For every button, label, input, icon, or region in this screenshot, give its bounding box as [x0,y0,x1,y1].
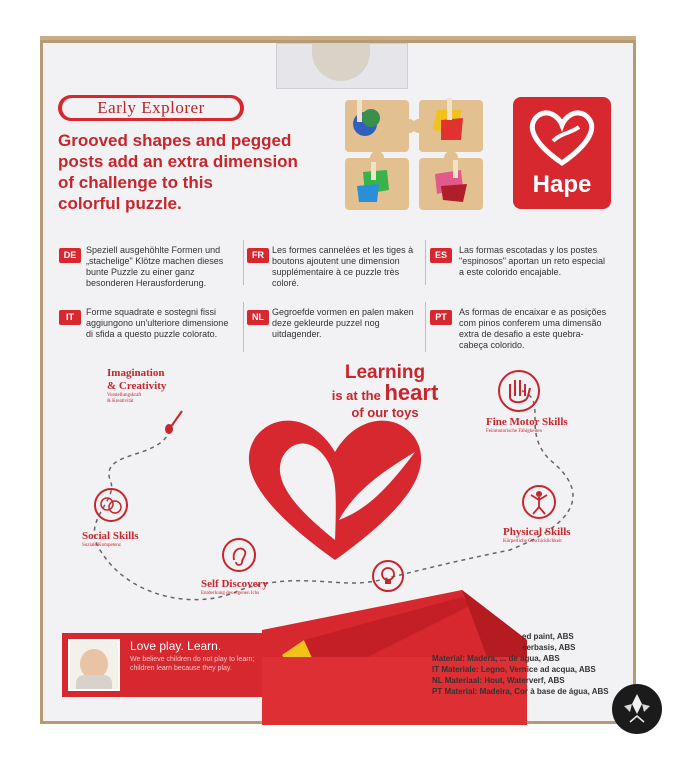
product-image [337,90,497,220]
lang-text-pt: As formas de encaixar e as posições com pinos conferem uma dimensão extra de desafio a este quebra-cabeça colorido. [459,307,607,350]
skill-imagination-sub-2: & Kreativität [107,399,134,404]
paintbrush-icon [160,405,190,435]
skill-physical [503,526,571,545]
love-play-title: Love play. Learn. [130,639,222,653]
learning-line-2a: is at the [331,388,381,403]
divider [243,302,244,352]
material-line-5: NL Materiaal: Hout, Waterverf, ABS [432,676,565,685]
skill-social [82,530,139,549]
lang-badge-fr: FR [247,248,269,263]
lang-text-it: Forme squadrate e sostegni fissi aggiungono un'ulteriore dimensione di sfida a questo puzzle colorato. [86,307,229,339]
learning-line-3: of our toys [351,405,419,420]
skill-social-title: Social Skills [82,530,139,542]
material-line-3: Material: Madera, ... de agua, ABS [432,654,560,663]
lang-badge-es: ES [430,248,452,263]
lang-badge-de: DE [59,248,81,263]
hape-logo [513,97,611,209]
series-badge [58,95,244,121]
skill-imagination [107,367,166,405]
heart-logo-icon [513,103,611,173]
skill-fine-motor [486,416,568,435]
skill-physical-sub: Körperliche Geschicklichkeit [503,539,562,544]
faces-icon [94,488,128,522]
lang-text-fr: Les formes cannelées et les tiges à boutons ajoutent une dimension supplémentaire à ce puzzle très coloré. [272,245,414,288]
divider [243,240,244,285]
divider [425,240,426,285]
skill-imagination-title-2: & Creativity [107,380,167,392]
skill-imagination-title-1: Imagination [107,367,165,379]
child-photo [68,639,120,691]
skill-physical-title: Physical Skills [503,526,571,538]
lang-badge-nl: NL [247,310,269,325]
lang-text-de: Speziell ausgehöhlte Formen und „stachelige" Klötze machen dieses bunte Puzzle zu einer ganz besonderen Herausforderung. [86,245,224,288]
headline-line-3: of challenge to this [58,173,213,192]
learning-line-1: Learning [344,362,426,383]
headline-line-4: colorful puzzle. [58,194,182,213]
material-line-1: ed paint, ABS [522,632,574,641]
skill-self-discovery-title: Self Discovery [201,578,268,590]
skill-self-discovery-sub: Entdeckung des eigenen Ichs [201,591,260,596]
love-play-text: We believe children do not play to learn; children learn because they play. [130,656,255,672]
learning-heart-word: heart [384,380,439,405]
series-label: Early Explorer [62,98,240,118]
skill-imagination-sub-1: Vorstellungskraft [107,393,142,398]
lang-badge-pt: PT [430,310,452,325]
person-icon [522,485,556,519]
skill-fine-motor-title: Fine Motor Skills [486,416,568,428]
skill-self-discovery [201,578,268,597]
ear-icon [222,538,256,572]
lang-text-es: Las formas escotadas y los postes "espinosos" aportan un reto especial a este colorido encajable. [459,245,605,277]
material-line-6: PT Material: Madeira, Cor à base de água, ABS [432,687,609,696]
brand-name: Hape [532,171,592,198]
lang-badge-it: IT [59,310,81,325]
skill-fine-motor-sub: Feinmotorische Fähigkeiten [486,429,542,434]
material-line-4: IT Materiale: Legno, Vernice ad acqua, ABS [432,665,596,674]
headline-line-1: Grooved shapes and pegged [58,131,292,150]
watermark-logo [612,684,662,734]
divider [425,302,426,352]
love-play-panel [62,633,262,697]
material-line-2: serbasis, ABS [522,643,576,652]
lang-text-nl: Gegroefde vormen en palen maken deze gekleurde puzzel nog uitdagender. [272,307,414,339]
headline [58,130,338,214]
hand-icon [498,370,540,412]
headline-line-2: posts add an extra dimension [58,152,298,171]
skill-social-sub: Soziale Kompetenz [82,543,122,548]
